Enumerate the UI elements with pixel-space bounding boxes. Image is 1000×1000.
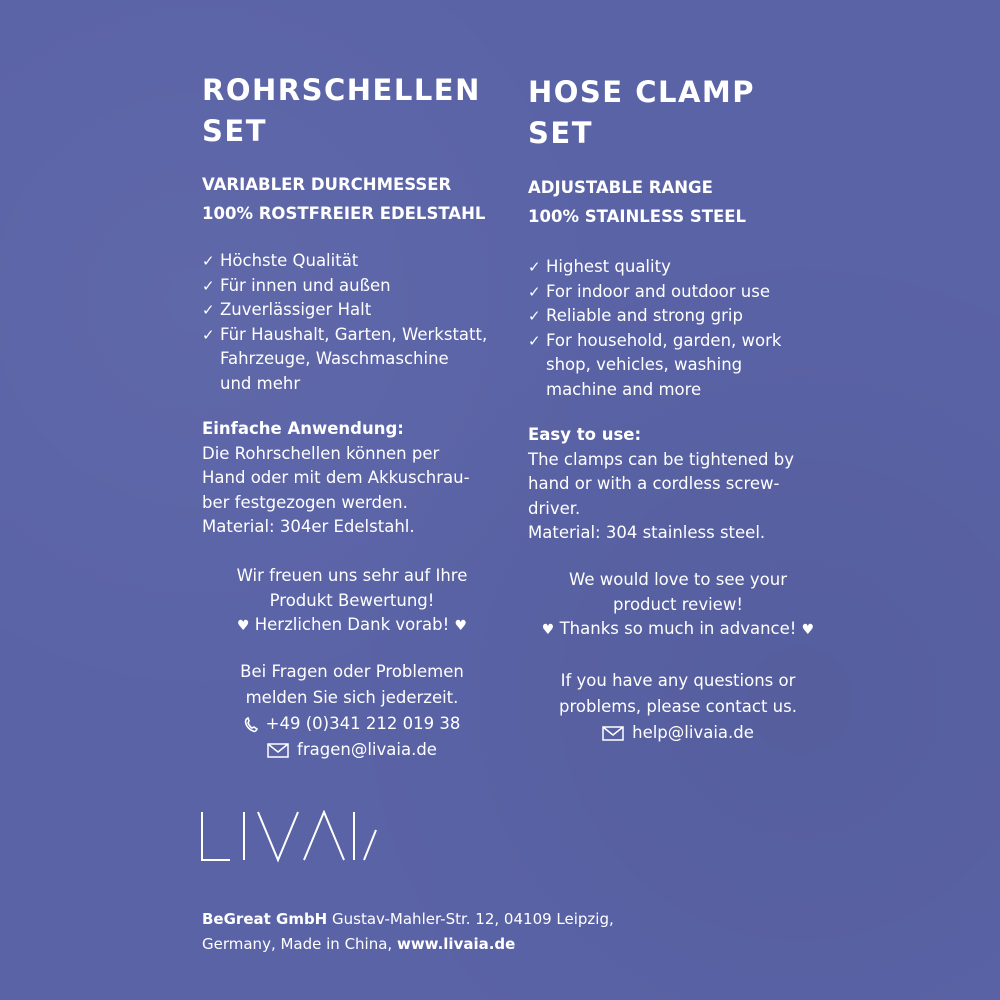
usage-en: Easy to use: The clamps can be tightened by hand or with a cordless screw- driver. Material: 304 stainless steel. [528,425,795,542]
usage-de: Einfache Anwendung: Die Rohrschellen können per Hand oder mit dem Akkuschrau- ber festgezogen werden. Material: 304er Edelstahl. [202,419,470,536]
email-line [528,720,828,746]
heart-icon: ♥ [541,622,555,638]
subhead-en [528,173,746,231]
feature-continuation: Fahrzeuge, Waschmaschine [220,349,449,368]
feature-continuation: und mehr [220,373,301,393]
check-icon: ✓ [528,258,541,276]
subhead-en-line-2: 100% STAINLESS STEEL [528,207,747,226]
check-icon: ✓ [202,325,215,344]
feature-item: ✓ Für Haushalt, Garten, Werkstatt, [202,323,487,348]
title-de-line-2: SET [202,114,267,148]
footer [202,907,614,957]
email-link-de[interactable]: fragen@livaia.de [297,740,437,759]
check-icon: ✓ [202,252,215,270]
title-en: HOSE CLAMP SET [528,75,756,150]
title-de-line-1: ROHRSCHELLEN [202,73,481,107]
check-icon: ✓ [528,307,541,325]
heart-icon: ♥ [236,618,250,634]
feature-continuation: shop, vehicles, washing [546,355,743,374]
subhead-de-line-1: VARIABLER DURCHMESSER [202,175,452,194]
livaia-logo-mark [200,810,390,864]
subhead-en-line-1: ADJUSTABLE RANGE [528,178,713,197]
mail-icon [267,743,289,758]
phone-icon [244,717,258,733]
footer-origin: Germany, Made in China, [202,935,397,953]
usage-label-de: Einfache Anwendung: [202,419,404,438]
feature-item: ✓ Für innen und außen [202,274,487,299]
website-link[interactable]: www.livaia.de [396,935,516,953]
contact-de: Bei Fragen oder Problemen melden Sie sich jederzeit. +49 (0)341 212 019 38 fragen@livaia.de [202,659,502,763]
feature-item: ✓ Zuverlässiger Halt [202,298,487,323]
email-link-en[interactable]: help@livaia.de [632,723,754,742]
usage-label-en: Easy to use: [528,425,642,444]
phone-number[interactable]: +49 (0)341 212 019 38 [265,714,461,733]
check-icon: ✓ [202,276,215,295]
feature-item: ✓ Höchste Qualität [202,249,487,274]
heart-icon: ♥ [801,622,815,638]
check-icon: ✓ [528,331,541,350]
company-name: BeGreat GmbH [202,910,328,928]
contact-en: If you have any questions or problems, please contact us. help@livaia.de [528,668,828,746]
phone-line [202,711,502,737]
title-de [202,70,481,152]
subhead-de [202,170,485,228]
review-en: We would love to see your product review! ♥ Thanks so much in advance! ♥ [541,570,815,638]
check-icon: ✓ [202,301,215,319]
review-de: Wir freuen uns sehr auf Ihre Produkt Bewertung! ♥ Herzlichen Dank vorab! ♥ [236,566,468,634]
company-address: Gustav-Mahler-Str. 12, 04109 Leipzig, [327,910,614,928]
livaia-logo [200,810,390,868]
features-en [528,255,781,402]
email-line [202,737,502,763]
mail-icon [602,726,624,741]
feature-item: ✓ Reliable and strong grip [528,304,781,329]
check-icon: ✓ [528,282,541,301]
feature-item: ✓ For indoor and outdoor use [528,280,781,305]
feature-item: ✓ For household, garden, work [528,329,781,354]
heart-icon: ♥ [454,618,468,634]
feature-item: ✓ Highest quality [528,255,781,280]
subhead-de-line-2: 100% ROSTFREIER EDELSTAHL [202,204,486,223]
features-de [202,249,487,396]
feature-continuation: machine and more [546,379,702,399]
